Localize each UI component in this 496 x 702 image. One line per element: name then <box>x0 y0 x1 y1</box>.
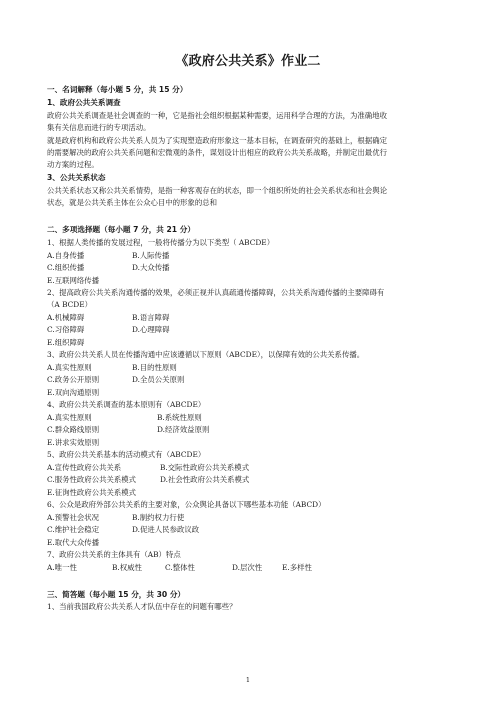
section-2-heading: 二、多项选择题（每小题 7 分，共 21 分） <box>47 225 195 234</box>
option: A.唯一性 <box>47 563 77 572</box>
option: E.组织障碍 <box>47 338 85 347</box>
option: E.取代大众传播 <box>47 538 100 547</box>
option: D.社会性政府公共关系模式 <box>160 475 250 484</box>
question-7: 7、政府公共关系的主体具有（AB）特点 <box>47 550 181 559</box>
option: B.交际性政府公共关系模式 <box>160 463 250 472</box>
term-1-text: 集有关信息而进行的专项活动。 <box>47 123 151 132</box>
option: C.政务公开原则 <box>47 375 100 384</box>
option: C.维护社会稳定 <box>47 525 100 534</box>
question-3: 3、政府公共关系人员在传播沟通中应该遵循以下原则（ABCDE），以保障有效的公共关系传播。 <box>47 350 365 359</box>
question-1: 1、根据人类传播的发展过程，一般将传播分为以下类型（ ABCDE） <box>47 238 275 247</box>
option: D.大众传播 <box>132 263 170 272</box>
term-3-title: 3、公共关系状态 <box>47 173 106 182</box>
option: E.互联网络传播 <box>47 276 100 285</box>
option: D.促进人民参政议政 <box>132 525 200 534</box>
term-1-text: 政府公共关系调查是社会调查的一种，它是指社会组织根据某种需要，运用科学合理的方法，为准确地收 <box>47 111 387 120</box>
option: E.双向沟通原则 <box>47 388 100 397</box>
question-4: 4、政府公共关系调查的基本原则有（ABCDE） <box>47 400 206 409</box>
option: B.权威性 <box>112 563 142 572</box>
question-6: 6、公众是政府外部公共关系的主要对象，公众舆论具备以下哪些基本功能（ABCD） <box>47 500 326 509</box>
option: A.真实性原则 <box>47 363 92 372</box>
term-2-text: 动方案的过程。 <box>47 160 99 169</box>
question-2: 2、提高政府公共关系沟通传播的效果，必须正视并认真疏通传播障碍，公共关系沟通传播的主要障碍有 <box>47 288 385 297</box>
option: D.心理障碍 <box>132 325 170 334</box>
option: D.层次性 <box>232 563 263 572</box>
section-3-heading: 三、简答题（每小题 15 分，共 30 分） <box>47 590 186 599</box>
option: E.多样性 <box>282 563 312 572</box>
option: A.机械障碍 <box>47 313 85 322</box>
option: A.宣传性政府公共关系 <box>47 463 122 472</box>
option: B.目的性原则 <box>132 363 177 372</box>
option: A.自身传播 <box>47 251 85 260</box>
question-5: 5、政府公共关系基本的活动模式有（ABCDE） <box>47 450 206 459</box>
option: C.群众路线原则 <box>47 425 100 434</box>
option: A.真实性原则 <box>47 413 92 422</box>
option: B.语言障碍 <box>132 313 170 322</box>
section-1-heading: 一、名词解释（每小题 5 分，共 15 分） <box>47 85 188 94</box>
term-3-text: 公共关系状态又称公共关系情势，是指一种客观存在的状态，即一个组织所处的社会关系状态和社会舆论 <box>47 186 387 195</box>
page-number: 1 <box>245 676 251 684</box>
option: C.服务性政府公共关系模式 <box>47 475 137 484</box>
option: E.征询性政府公共关系模式 <box>47 488 137 497</box>
term-3-text: 状态，就是公共关系主体在公众心目中的形象的总和 <box>47 198 217 207</box>
term-2-text: 的需要解决的政府公共关系问题和宏微观的条件，谋划设计出相应的政府公共关系战略，并制定出最优行 <box>47 148 387 157</box>
question-2-answer: （A BCDE） <box>47 300 93 309</box>
term-2-text: 就是政府机构和政府公共关系人员为了实现塑造政府形象这一基本目标，在调查研究的基础上，根据确定 <box>47 136 387 145</box>
page-title: 《政府公共关系》作业二 <box>175 54 321 69</box>
term-1-title: 1、政府公共关系调查 <box>47 98 121 107</box>
option: B.系统性原则 <box>157 413 202 422</box>
option: C.组织传播 <box>47 263 85 272</box>
option: D.经济效益原则 <box>157 425 210 434</box>
option: C.习俗障碍 <box>47 325 85 334</box>
option: B.人际传播 <box>132 251 170 260</box>
option: B.制约权力行使 <box>132 513 185 522</box>
short-question-1: 1、当前我国政府公共关系人才队伍中存在的问题有哪些？ <box>47 602 237 611</box>
option: A.预警社会状况 <box>47 513 100 522</box>
option: E.讲求实效原则 <box>47 438 100 447</box>
option: C.整体性 <box>165 563 195 572</box>
option: D.全员公关原则 <box>132 375 185 384</box>
